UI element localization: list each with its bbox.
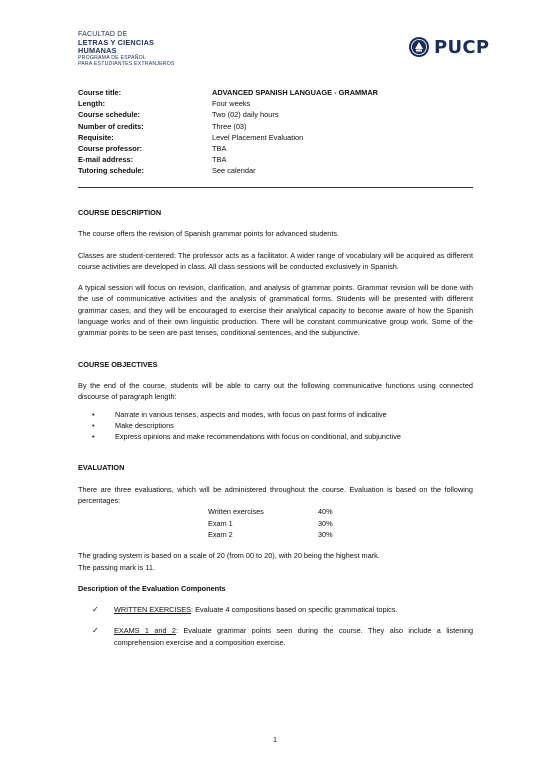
checkmark-icon: ✓ [92,626,99,636]
objectives-list [78,409,473,443]
list-item: • Express opinions and make recommendations with focus on conditional, and subjunctive [92,432,401,442]
info-value: TBA [212,144,227,154]
list-item: ✓ WRITTEN EXERCISES: Evaluate 4 compositions based on specific grammatical topics. [92,605,398,615]
logo-text: PUCP [434,37,490,58]
info-key: Requisite: [78,132,114,142]
info-row [78,143,498,154]
info-key: Length: [78,99,106,109]
table-row: Exam 2 30% [208,529,333,539]
page-number: 1 [272,735,278,744]
faculty-line-3: HUMANAS [78,46,117,55]
info-key: Number of credits: [78,121,144,131]
list-item: ✓ EXAMS 1 and 2: Evaluate grammar points seen during the course. They also include a listening comprehension exercise and a composition exercise. [92,626,473,647]
info-value: Two (02) daily hours [212,110,279,120]
divider [78,187,473,188]
course-info-table [78,87,498,177]
course-objectives-heading: COURSE OBJECTIVES [78,359,158,369]
table-row: Written exercises 40% [208,507,333,517]
info-row [78,98,498,109]
info-value: Four weeks [212,99,251,109]
course-description-heading: COURSE DESCRIPTION [78,208,162,217]
list-item: • Narrate in various tenses, aspects and modes, with focus on past forms of indicative [92,409,387,419]
info-value: Level Placement Evaluation [212,132,304,142]
pucp-seal-icon [408,36,430,58]
info-key: Course schedule: [78,110,141,120]
info-row [78,154,498,165]
passing-mark-text: The passing mark is 11. [78,562,155,572]
faculty-line-2: LETRAS Y CIENCIAS [78,38,155,47]
faculty-line-1: FACULTAD DE [78,31,128,38]
table-row: Exam 1 30% [208,518,333,528]
components-heading: Description of the Evaluation Components [78,583,226,593]
program-line-2: PARA ESTUDIANTES EXTRANJEROS [78,61,175,67]
description-paragraph-1: The course offers the revision of Spanish grammar points for advanced students. [78,229,340,239]
evaluation-heading: EVALUATION [78,463,125,473]
page-header [78,31,488,76]
info-key: Course professor: [78,144,143,154]
info-row [78,121,498,132]
document-body [78,195,473,648]
info-value: See calendar [212,166,256,176]
bullet-icon: • [92,432,95,442]
bullet-icon: • [92,420,95,430]
info-key: Tutoring schedule: [78,166,144,176]
info-value: TBA [212,155,227,165]
list-item: • Make descriptions [92,420,174,430]
description-paragraph-2: Classes are student-centered: The professor acts as a facilitator. A wider range of vocabulary will be acquired as different course activities are developed in class. All class sessions will be conducted exclusively in Spanish. [78,250,473,271]
info-key: E-mail address: [78,155,134,165]
pucp-logo [408,36,488,61]
info-value: Three (03) [212,121,247,131]
description-paragraph-3: A typical session will focus on revision, clarification, and analysis of grammar points. Grammar revision will be done with the use of communicative activities and the analysis of grammatical forms. Students will be presented with different grammar cases, and they will be encouraged to exercise their analytical capacity to become aware of how the Spanish language works and of their own linguistic production. There will be constant communicative group work. Some of the grammar points to be seen are past tenses, conditional sentences, and the subjunctive. [78,283,473,338]
bullet-icon: • [92,409,95,419]
objectives-intro: By the end of the course, students will be able to carry out the following communicative functions using connected discourse of paragraph length: [78,380,473,402]
evaluation-intro: There are three evaluations, which will be administered throughout the course. Evaluation is based on the following percentages: [78,484,473,506]
info-row [78,87,498,98]
info-key: Course title: [78,88,122,97]
info-value: ADVANCED SPANISH LANGUAGE - GRAMMAR [212,88,379,97]
grading-text: The grading system is based on a scale of 20 (from 00 to 20), with 20 being the highest mark. [78,551,380,561]
info-row [78,132,498,143]
info-row [78,109,498,120]
evaluation-percentages [208,506,358,540]
info-row [78,165,498,176]
program-line-1: PROGRAMA DE ESPAÑOL [78,55,146,61]
checkmark-icon: ✓ [92,605,99,615]
